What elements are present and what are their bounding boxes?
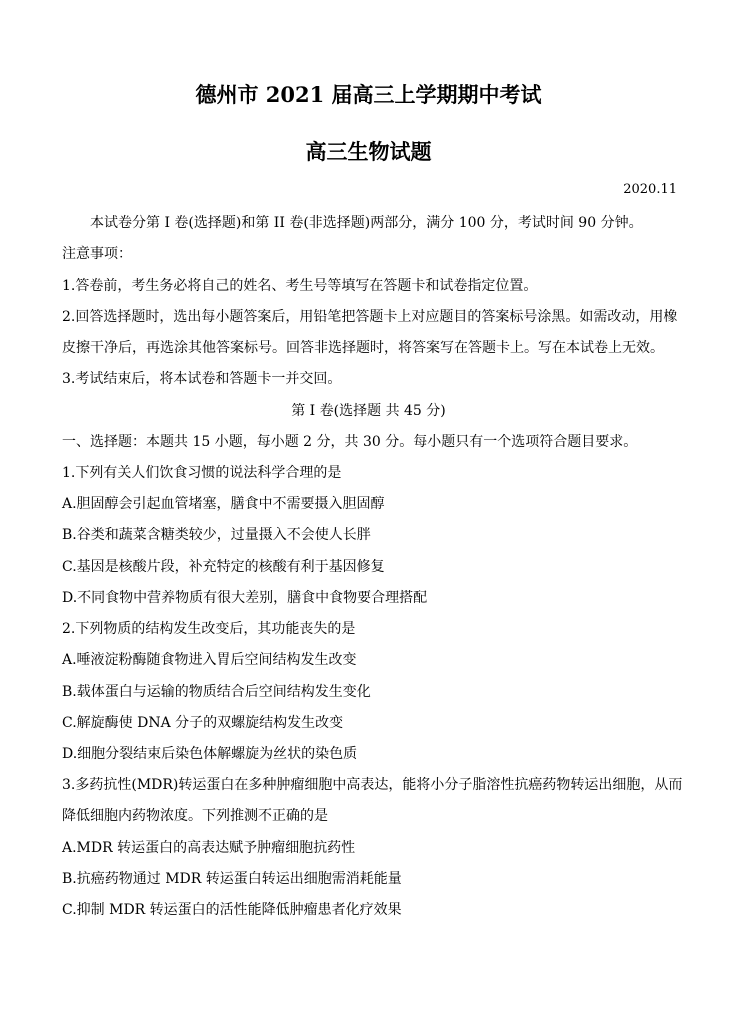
exam-date: 2020.11: [623, 182, 677, 197]
q1-option-a: A.胆固醇会引起血管堵塞，膳食中不需要摄入胆固醇: [62, 496, 385, 512]
q1-stem: 1.下列有关人们饮食习惯的说法科学合理的是: [62, 465, 342, 481]
q3-option-a: A.MDR 转运蛋白的高表达赋予肿瘤细胞抗药性: [62, 840, 356, 856]
exam-subtitle: 高三生物试题: [305, 139, 432, 164]
q3-stem-line-1: 3.多药抗性(MDR)转运蛋白在多种肿瘤细胞中高表达，能将小分子脂溶性抗癌药物转运出细胞，从而: [62, 777, 683, 793]
q3-option-b: B.抗癌药物通过 MDR 转运蛋白转运出细胞需消耗能量: [62, 871, 402, 887]
q2-option-c: C.解旋酶使 DNA 分子的双螺旋结构发生改变: [62, 715, 344, 731]
notes-item-1: 1.答卷前，考生务必将自己的姓名、考生号等填写在答题卡和试卷指定位置。: [62, 278, 538, 294]
notes-item-2-line-2: 皮擦干净后，再选涂其他答案标号。回答非选择题时，将答案写在答题卡上。写在本试卷上无效。: [62, 340, 664, 356]
q2-option-a: A.唾液淀粉酶随食物进入胃后空间结构发生改变: [62, 652, 357, 668]
q1-option-c: C.基因是核酸片段，补充特定的核酸有利于基因修复: [62, 559, 385, 575]
q1-option-b: B.谷类和蔬菜含糖类较少，过量摄入不会使人长胖: [62, 527, 371, 543]
notes-item-3: 3.考试结束后，将本试卷和答题卡一并交回。: [62, 371, 342, 387]
section-instruction: 一、选择题：本题共 15 小题，每小题 2 分，共 30 分。每小题只有一个选项符合题目要求。: [62, 434, 638, 450]
q2-option-d: D.细胞分裂结束后染色体解螺旋为丝状的染色质: [62, 746, 358, 762]
q1-option-d: D.不同食物中营养物质有很大差别，膳食中食物要合理搭配: [62, 590, 428, 606]
notes-item-2-line-1: 2.回答选择题时，选出每小题答案后，用铅笔把答题卡上对应题目的答案标号涂黑。如需改动，用橡: [62, 309, 678, 325]
intro-text: 本试卷分第 I 卷(选择题)和第 II 卷(非选择题)两部分，满分 100 分，考试时间 90 分钟。: [90, 215, 643, 231]
exam-title: 德州市 2021 届高三上学期期中考试: [195, 82, 542, 107]
q2-stem: 2.下列物质的结构发生改变后，其功能丧失的是: [62, 621, 356, 637]
q2-option-b: B.载体蛋白与运输的物质结合后空间结构发生变化: [62, 684, 371, 700]
q3-stem-line-2: 降低细胞内药物浓度。下列推测不正确的是: [62, 808, 328, 824]
section-title: 第 I 卷(选择题 共 45 分): [291, 403, 446, 419]
q3-option-c: C.抑制 MDR 转运蛋白的活性能降低肿瘤患者化疗效果: [62, 902, 402, 918]
notes-heading: 注意事项：: [62, 246, 132, 262]
